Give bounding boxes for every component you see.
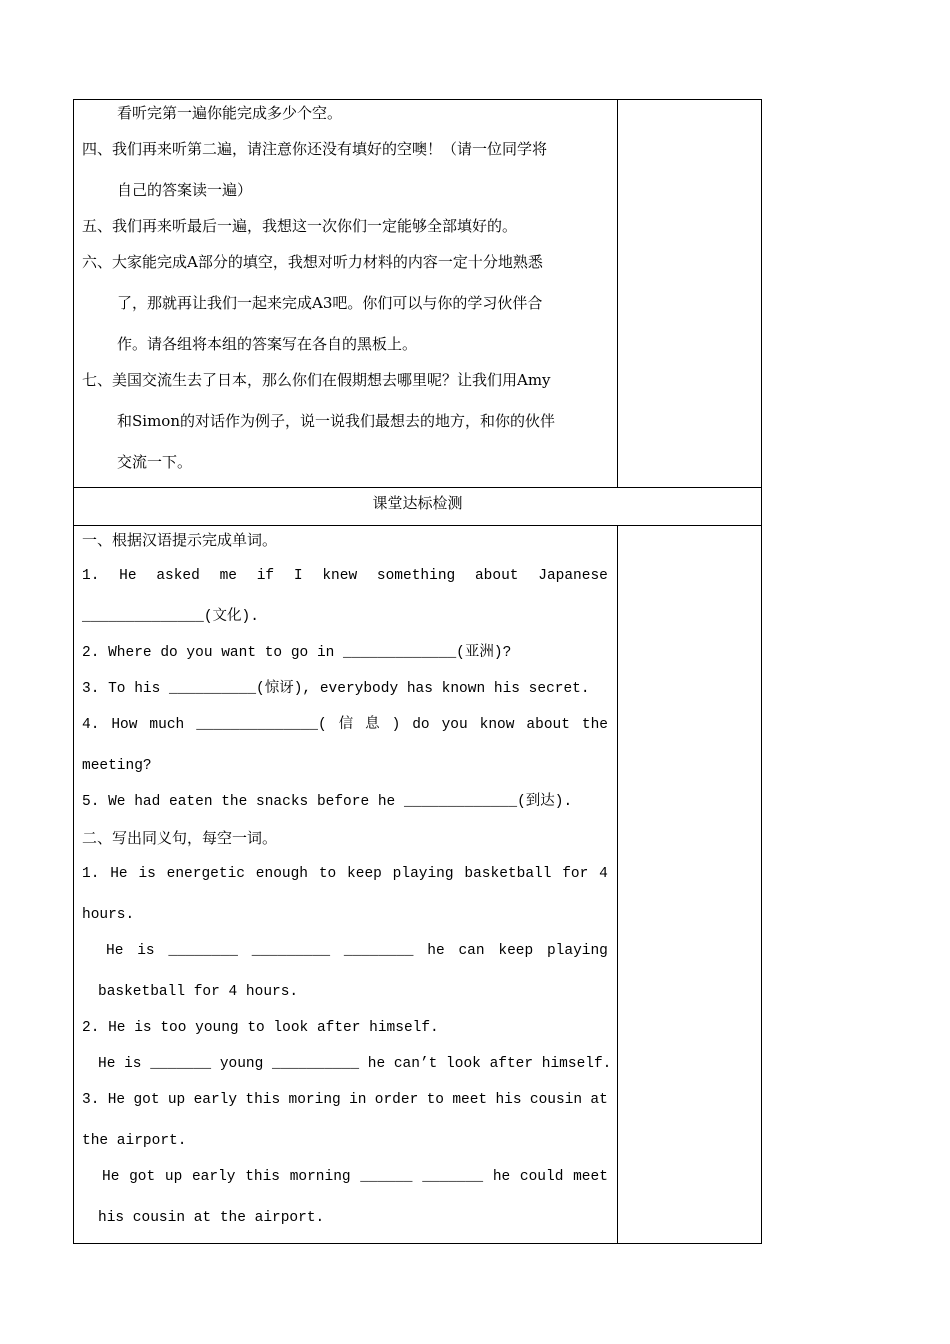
q2: 2. Where do you want to go in _____________(亚洲)? [82, 645, 512, 661]
word: energetic [166, 866, 245, 882]
word: He [106, 943, 124, 959]
word: I [293, 568, 303, 584]
s1-answer-line2: basketball for 4 hours. [98, 984, 299, 1000]
blank: _________ [251, 943, 331, 959]
s2-answer: He is _______ young __________ he can’t look after himself. [98, 1056, 612, 1072]
s3-line2: the airport. [82, 1133, 187, 1149]
word: 息 [365, 717, 380, 733]
word: 4 [599, 866, 608, 882]
step-line: 看听完第一遍你能完成多少个空。 [117, 104, 343, 122]
word: He [110, 866, 128, 882]
blank: ______ [360, 1169, 413, 1185]
word: do [412, 717, 430, 733]
word: about [526, 717, 570, 733]
step-line: 交流一下。 [117, 453, 193, 471]
word: meet [452, 1092, 488, 1108]
part2-title: 二、写出同义句，每空一词。 [82, 829, 278, 847]
word: is [138, 866, 156, 882]
word: morning [289, 1169, 351, 1185]
word: He [102, 1169, 120, 1185]
step-line: 和Simon的对话作为例子，说一说我们最想去的地方，和你的伙伴 [117, 412, 555, 430]
word: 4. [82, 717, 100, 733]
word: 1. [82, 568, 100, 584]
word: something [376, 568, 456, 584]
word: to [426, 1092, 445, 1108]
word: enough [255, 866, 309, 882]
word: this [245, 1169, 280, 1185]
word: meet [573, 1169, 608, 1185]
word: up [167, 1092, 186, 1108]
word: is [137, 943, 155, 959]
row-divider-2 [73, 525, 762, 526]
s3-answer-line1 [102, 1167, 608, 1187]
blank: _______ [422, 1169, 484, 1185]
step-line: 七、美国交流生去了日本，那么你们在假期想去哪里呢？让我们用Amy [82, 371, 551, 389]
word: cousin [529, 1092, 583, 1108]
word: much [149, 717, 185, 733]
word: keep [347, 866, 382, 882]
word: at [590, 1092, 608, 1108]
word: moring [288, 1092, 341, 1108]
word: 信 [338, 717, 354, 733]
q1-line2: ______________(文化). [82, 609, 259, 625]
step-line: 四、我们再来听第二遍，请注意你还没有填好的空噢！（请一位同学将 [82, 140, 548, 158]
word: early [193, 1092, 238, 1108]
column-divider-bottom [617, 525, 618, 1243]
word: know [479, 717, 515, 733]
s1-line2: hours. [82, 907, 135, 923]
table-top-border [73, 99, 762, 100]
column-divider-top [617, 99, 618, 487]
word: playing [546, 943, 608, 959]
word: Japanese [538, 568, 608, 584]
word: in [349, 1092, 367, 1108]
word: if [256, 568, 275, 584]
word: up [164, 1169, 183, 1185]
q3: 3. To his __________(惊讶), everybody has known his secret. [82, 681, 590, 697]
word: me [219, 568, 237, 584]
s2-line1: 2. He is too young to look after himself. [82, 1020, 439, 1036]
word: his [495, 1092, 522, 1108]
word: He [107, 1092, 126, 1108]
q1-line1 [82, 566, 608, 586]
word: got [133, 1092, 160, 1108]
word: the [581, 717, 608, 733]
q5: 5. We had eaten the snacks before he _____________(到达). [82, 794, 573, 810]
step-line: 五、我们再来听最后一遍，我想这一次你们一定能够全部填好的。 [82, 217, 518, 235]
s3-answer-line2: his cousin at the airport. [98, 1210, 325, 1226]
table-right-border [761, 99, 762, 1244]
word: keep [498, 943, 534, 959]
word: asked [156, 568, 200, 584]
word: How [111, 717, 138, 733]
word: He [119, 568, 137, 584]
step-line: 六、大家能完成A部分的填空，我想对听力材料的内容一定十分地熟悉 [82, 253, 543, 271]
table-bottom-border [73, 1243, 762, 1244]
word: order [374, 1092, 419, 1108]
word: can [458, 943, 485, 959]
table-left-border [73, 99, 74, 1244]
step-line: 了，那就再让我们一起来完成A3吧。你们可以与你的学习伙伴合 [117, 294, 543, 312]
s1-line1 [82, 864, 608, 884]
word: this [245, 1092, 281, 1108]
word: about [474, 568, 519, 584]
word: knew [322, 568, 358, 584]
word: playing [392, 866, 454, 882]
q4-line1 [82, 715, 608, 735]
word: to [318, 866, 337, 882]
word: 1. [82, 866, 100, 882]
step-line: 自己的答案读一遍） [117, 181, 253, 199]
word: could [519, 1169, 564, 1185]
row-divider-1 [73, 487, 762, 488]
word: ______________( [196, 717, 327, 733]
word: 3. [82, 1092, 100, 1108]
word: ) [391, 717, 401, 733]
blank: ________ [168, 943, 238, 959]
part1-title: 一、根据汉语提示完成单词。 [82, 531, 278, 549]
s1-answer-line1 [106, 941, 608, 961]
word: basketball [464, 866, 552, 882]
s3-line1 [82, 1090, 608, 1110]
step-line: 作。请各组将本组的答案写在各自的黑板上。 [117, 335, 418, 353]
blank: ________ [343, 943, 414, 959]
word: for [562, 866, 589, 882]
word: he [492, 1169, 511, 1185]
word: early [191, 1169, 236, 1185]
word: he [427, 943, 445, 959]
word: got [129, 1169, 156, 1185]
q4-line2: meeting? [82, 758, 152, 774]
section-header: 课堂达标检测 [372, 494, 463, 512]
word: you [441, 717, 468, 733]
